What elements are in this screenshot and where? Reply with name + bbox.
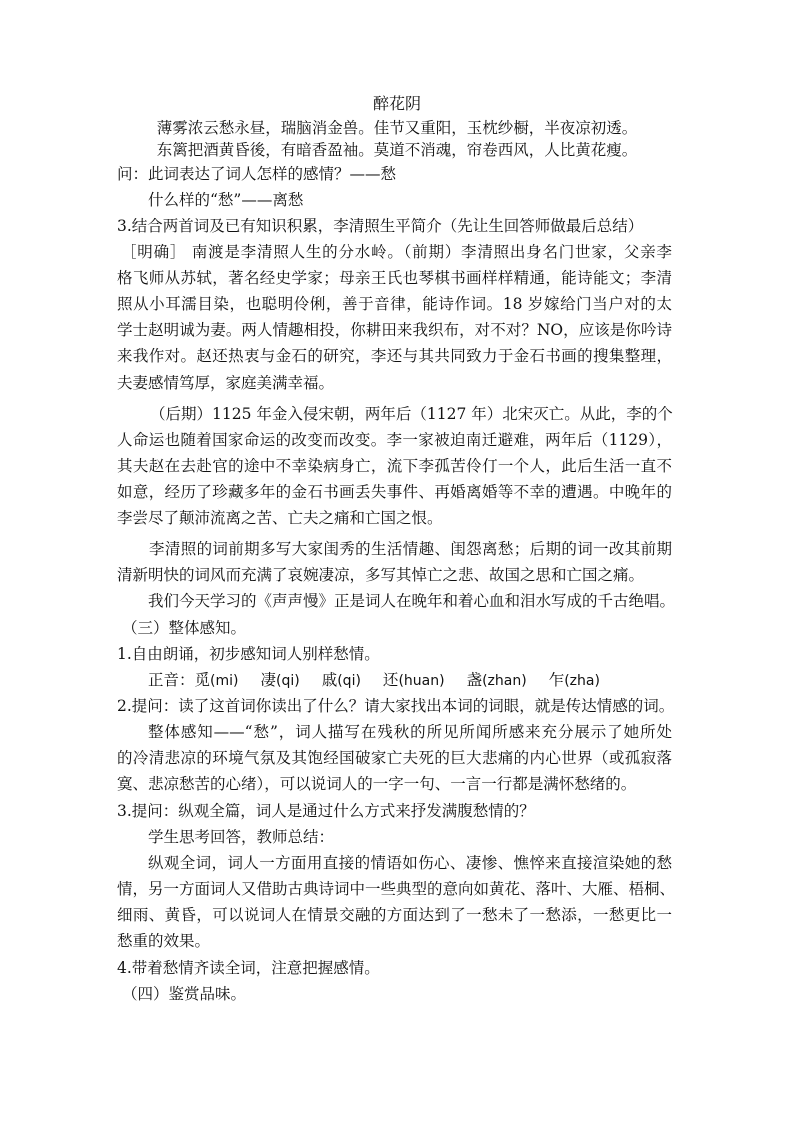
style-line-2: 清新明快的词风而充满了哀婉凄凉，多写其悼亡之悲、故国之思和亡国之痛。 bbox=[117, 566, 645, 584]
pronunciation-char: 乍 bbox=[548, 671, 565, 689]
poem-line-2: 东篱把酒黄昏後，有暗香盈袖。莫道不消魂，帘卷西风，人比黄花瘦。 bbox=[156, 141, 638, 159]
later-line-4: 如意，经历了珍藏多年的金石书画丢失事件、再婚离婚等不幸的遭遇。中晚年的 bbox=[117, 483, 672, 501]
clarify-line-6: 夫妻感情笃厚，家庭美满幸福。 bbox=[117, 374, 335, 392]
clarify-line-4: 学士赵明诚为妻。两人情趣相投，你耕田来我织布，对不对？NO，应该是你吟诗 bbox=[117, 321, 672, 339]
clarify-line-1: ［明确］ 南渡是李清照人生的分水岭。（前期）李清照出身名门世家，父亲李 bbox=[121, 243, 672, 261]
later-line-3: 其夫赵在去赴官的途中不幸染病身亡，流下李孤苦伶仃一个人，此后生活一直不 bbox=[117, 457, 672, 475]
clarify-line-2: 格飞师从苏轼，著名经史学家；母亲王氏也琴棋书画样样精通，能诗能文；李清 bbox=[117, 269, 672, 287]
pronunciation-pinyin: (qi) bbox=[337, 673, 361, 689]
summary-line-4: 愁重的效果。 bbox=[117, 932, 211, 950]
style-line-1: 李清照的词前期多写大家闺秀的生活情趣、闺怨离愁；后期的词一改其前期 bbox=[149, 540, 672, 558]
summary-line-3: 细雨、黄昏，可以说词人在情景交融的方面达到了一愁未了一愁添，一愁更比一 bbox=[117, 906, 672, 924]
later-line-5: 李尝尽了颠沛流离之苦、亡夫之痛和亡国之恨。 bbox=[117, 509, 443, 527]
summary-line-1: 纵观全词，词人一方面用直接的情语如伤心、凄惨、憔悴来直接渲染她的愁 bbox=[148, 854, 672, 872]
student-line: 学生思考回答，教师总结： bbox=[148, 828, 335, 846]
question-1: 问：此词表达了词人怎样的感情？——愁 bbox=[117, 165, 397, 183]
pronunciation-char: 戚 bbox=[321, 671, 338, 689]
question-1-answer: 什么样的“愁”——离愁 bbox=[148, 191, 304, 209]
summary-line-2: 情，另一方面词人又借助古典诗词中一些典型的意向如黄花、落叶、大雁、梧桐、 bbox=[117, 880, 676, 898]
pronunciation-pinyin: (zha) bbox=[564, 673, 600, 689]
today-line: 我们今天学习的《声声慢》正是词人在晚年和着心血和泪水写成的千古绝唱。 bbox=[148, 592, 676, 610]
section-4-title: （四）鉴赏品味。 bbox=[122, 985, 247, 1003]
pronunciation-line bbox=[148, 669, 600, 692]
item-3-title: 3.结合两首词及已有知识积累，李清照生平简介（先让生回答师做最后总结） bbox=[117, 217, 644, 235]
pronunciation-pinyin: (huan) bbox=[398, 673, 445, 689]
perception-line-1: 整体感知——“愁”，词人描写在残秋的所见所闻所感来充分展示了她所处 bbox=[148, 723, 672, 741]
section-3-title: （三）整体感知。 bbox=[122, 619, 247, 637]
pronunciation-pinyin: (zhan) bbox=[482, 673, 527, 689]
later-line-2: 人命运也随着国家命运的改变而改变。李一家被迫南迁避难，两年后（1129）， bbox=[117, 431, 672, 449]
poem-line-1: 薄雾浓云愁永昼，瑞脑消金兽。佳节又重阳，玉枕纱橱，半夜凉初透。 bbox=[156, 119, 638, 137]
pronunciation-label: 正音： bbox=[148, 671, 195, 689]
pronunciation-char: 还 bbox=[382, 671, 399, 689]
clarify-line-5: 来我作对。赵还热衷与金石的研究，李还与其共同致力于金石书画的搜集整理， bbox=[117, 347, 672, 365]
section-3-item-2: 2.提问：读了这首词你读出了什么？请大家找出本词的词眼，就是传达情感的词。 bbox=[117, 697, 675, 715]
pronunciation-pinyin: (qi) bbox=[276, 673, 300, 689]
section-3-item-4: 4.带着愁情齐读全词，注意把握感情。 bbox=[117, 959, 380, 977]
section-3-item-3: 3.提问：纵观全篇，词人是通过什么方式来抒发满腹愁情的？ bbox=[117, 802, 535, 820]
perception-line-3: 寞、悲凉愁苦的心绪），可以说词人的一字一句、一言一行都是满怀愁绪的。 bbox=[117, 775, 637, 793]
pronunciation-char: 觅 bbox=[194, 671, 211, 689]
poem-title: 醉花阴 bbox=[372, 94, 421, 113]
clarify-line-3: 照从小耳濡目染，也聪明伶俐，善于音律，能诗作词。18 岁嫁给门当户对的太 bbox=[117, 295, 672, 313]
later-line-1: （后期）1125 年金入侵宋朝，两年后（1127 年）北宋灭亡。从此，李的个 bbox=[150, 405, 673, 423]
pronunciation-char: 盏 bbox=[466, 671, 483, 689]
pronunciation-pinyin: (mi) bbox=[210, 673, 239, 689]
pronunciation-char: 凄 bbox=[260, 671, 276, 689]
perception-line-2: 的冷清悲凉的环境气氛及其饱经国破家亡夫死的巨大悲痛的内心世界（或孤寂落 bbox=[117, 749, 672, 767]
section-3-item-1: 1.自由朗诵，初步感知词人别样愁情。 bbox=[117, 645, 380, 663]
